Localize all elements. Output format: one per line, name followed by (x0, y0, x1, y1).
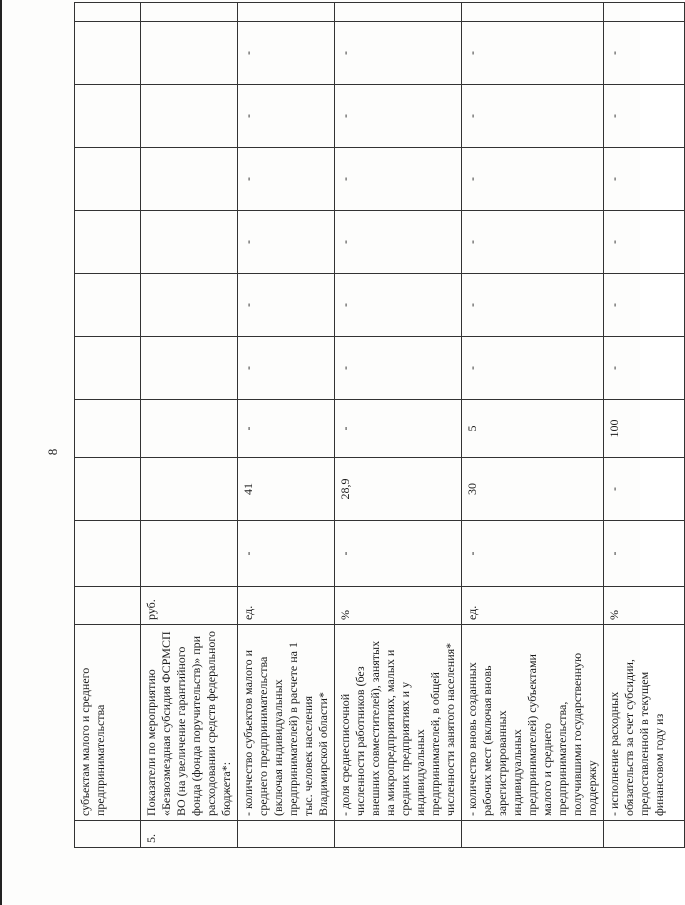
value-cell: 28,9 (335, 458, 462, 521)
indicator-name: Показатели по мероприятию «Безвозмездная субсидия ФСРМСП ВО (на увеличение гарантийного фонда (фонда поручительств)» при расходовании средств федерального бюджета*: (141, 625, 238, 821)
value-cell (141, 22, 238, 85)
value-cell (75, 148, 141, 211)
indicator-name: - количество вновь созданных рабочих мест (включая вновь зарегистрированных индивидуальных предпринимателей) субъектами малого и среднего предпринимательства, получившими государственную поддержку (462, 625, 604, 821)
value-cell: - (604, 458, 685, 521)
value-cell: - (238, 400, 335, 458)
rotated-table-container (74, 3, 666, 848)
row-number (335, 821, 462, 848)
value-cell: - (335, 211, 462, 274)
value-cell (335, 3, 462, 22)
value-cell: - (238, 274, 335, 337)
value-cell (141, 85, 238, 148)
row-number: 5. (141, 821, 238, 848)
value-cell (141, 521, 238, 587)
row-number (75, 821, 141, 848)
value-cell (75, 85, 141, 148)
value-cell (238, 3, 335, 22)
value-cell (75, 458, 141, 521)
value-cell: - (462, 274, 604, 337)
value-cell: - (462, 148, 604, 211)
table-row (335, 3, 462, 848)
indicator-name: - количество субъектов малого и среднего предпринимательства (включая индивидуальных предпринимателей) в расчете на 1 тыс. человек населения Владимирской области* (238, 625, 335, 821)
table-row (141, 3, 238, 848)
value-cell: - (238, 337, 335, 400)
value-cell: - (604, 211, 685, 274)
value-cell: - (335, 400, 462, 458)
value-cell: - (238, 521, 335, 587)
unit-cell: % (335, 587, 462, 625)
value-cell (75, 211, 141, 274)
value-cell (141, 148, 238, 211)
row-number (462, 821, 604, 848)
value-cell (604, 3, 685, 22)
value-cell: - (604, 85, 685, 148)
value-cell: 100 (604, 400, 685, 458)
value-cell: - (238, 22, 335, 85)
page-number: 8 (45, 448, 60, 456)
value-cell: - (335, 337, 462, 400)
unit-cell: ед. (238, 587, 335, 625)
value-cell: - (335, 85, 462, 148)
row-number (238, 821, 335, 848)
value-cell: - (238, 85, 335, 148)
value-cell: 30 (462, 458, 604, 521)
value-cell: - (462, 22, 604, 85)
value-cell (141, 274, 238, 337)
value-cell: - (604, 148, 685, 211)
table-row (462, 3, 604, 848)
unit-cell (75, 587, 141, 625)
indicators-table (74, 2, 685, 848)
value-cell (75, 3, 141, 22)
value-cell: - (238, 148, 335, 211)
value-cell: - (335, 521, 462, 587)
unit-cell: ед. (462, 587, 604, 625)
value-cell: 41 (238, 458, 335, 521)
value-cell (75, 274, 141, 337)
value-cell (141, 211, 238, 274)
indicator-name: - доля среднесписочной численности работников (без внешних совместителей), занятых на микропредприятиях, малых и средних предприятиях и у индивидуальных предпринимателей, в общей численности занятого населения* (335, 625, 462, 821)
value-cell: - (335, 22, 462, 85)
value-cell: - (462, 521, 604, 587)
row-number (604, 821, 685, 848)
value-cell: - (335, 148, 462, 211)
indicator-name: субъектам малого и среднего предпринимательства (75, 625, 141, 821)
value-cell: - (335, 274, 462, 337)
value-cell: - (462, 337, 604, 400)
value-cell (141, 458, 238, 521)
value-cell (75, 337, 141, 400)
value-cell (75, 400, 141, 458)
unit-cell: % (604, 587, 685, 625)
unit-cell: руб. (141, 587, 238, 625)
table-row (604, 3, 685, 848)
value-cell (75, 521, 141, 587)
value-cell: - (604, 521, 685, 587)
value-cell (141, 3, 238, 22)
table-row (238, 3, 335, 848)
value-cell (462, 3, 604, 22)
indicator-name: - исполнение расходных обязательств за счет субсидии, предоставленной в текущем финансовом году из (604, 625, 685, 821)
table-row (75, 3, 141, 848)
value-cell: - (462, 211, 604, 274)
value-cell: 5 (462, 400, 604, 458)
scan-edge (0, 0, 2, 905)
value-cell: - (604, 337, 685, 400)
value-cell (75, 22, 141, 85)
value-cell: - (238, 211, 335, 274)
value-cell (141, 337, 238, 400)
value-cell: - (604, 274, 685, 337)
value-cell: - (604, 22, 685, 85)
value-cell: - (462, 85, 604, 148)
value-cell (141, 400, 238, 458)
